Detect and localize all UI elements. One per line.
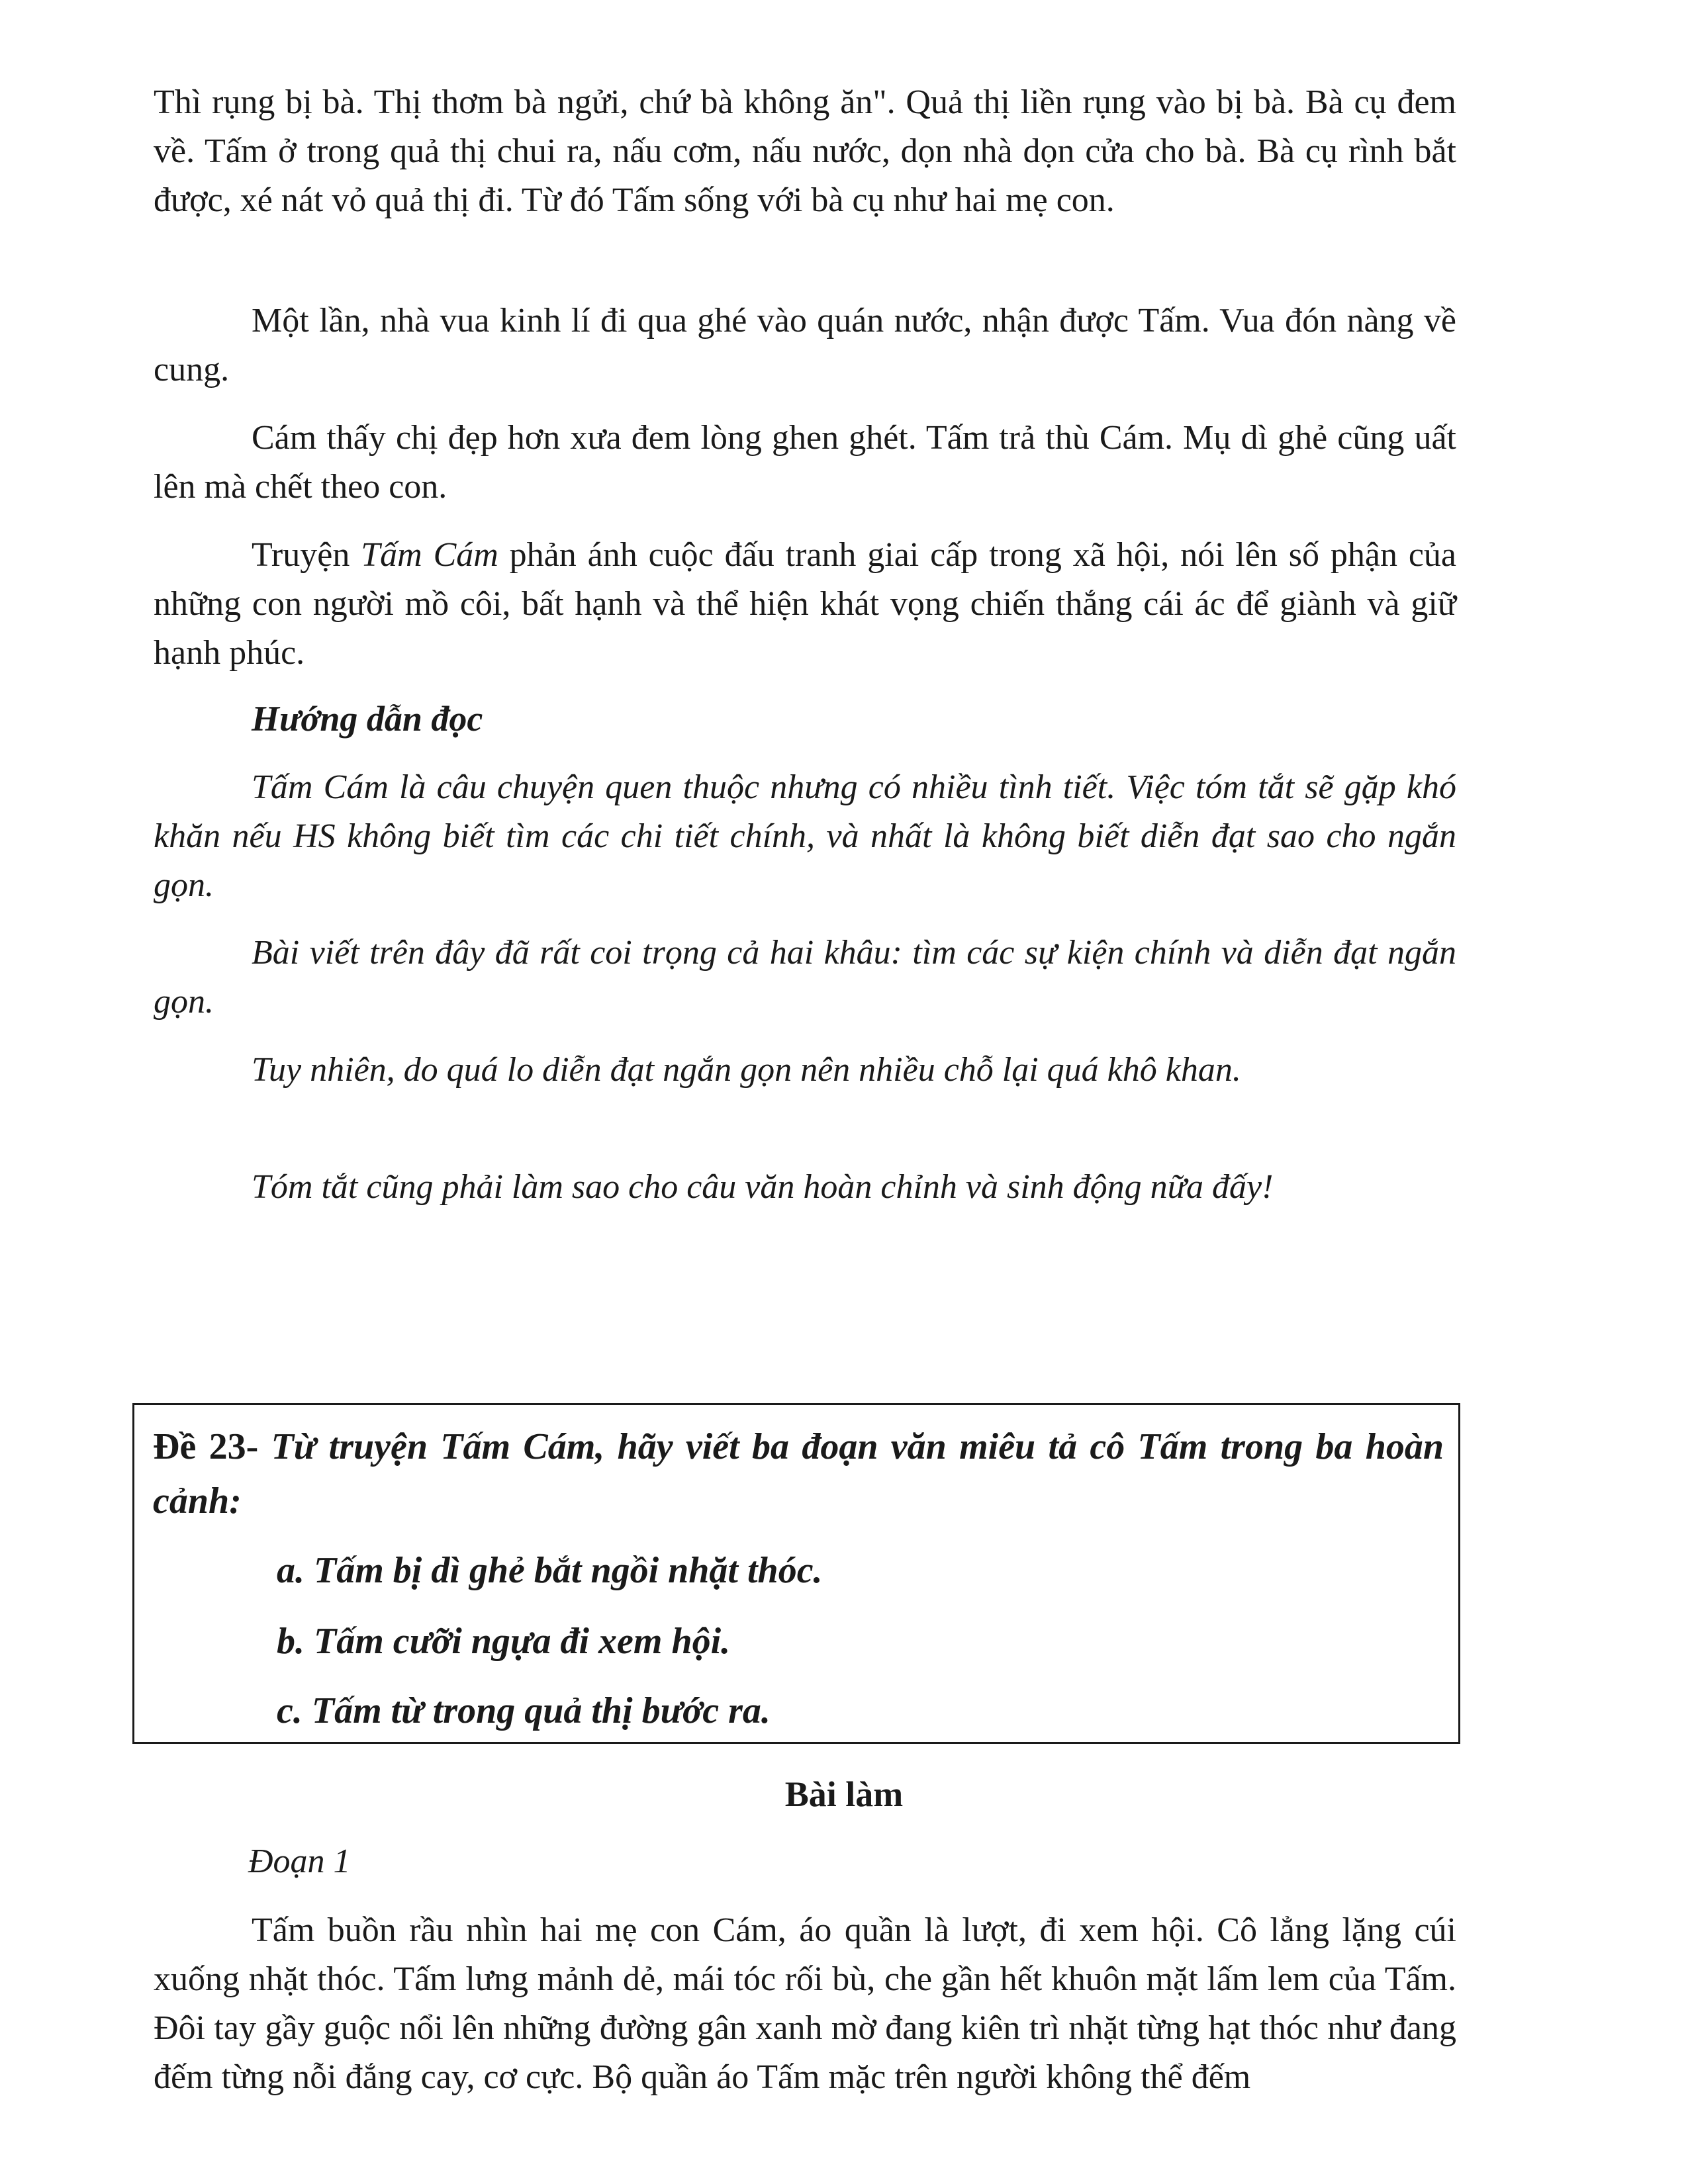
guide-paragraph-3: Tuy nhiên, do quá lo diễn đạt ngắn gọn nên nhiều chỗ lại quá khô khan.: [252, 1051, 1241, 1089]
exercise-item-b: b. Tấm cưỡi ngựa đi xem hội.: [277, 1621, 731, 1662]
story-paragraph-4-post: phản ánh cuộc đấu tranh giai cấp trong xã hội, nói lên số phận của những con người mồ côi, bất hạnh và thể hiện khát vọng chiến thắng cái ác để giành và giữ hạnh phúc.: [154, 536, 1457, 672]
story-paragraph-4-pre: Truyện: [252, 536, 361, 574]
answer-section-label: Đoạn 1: [248, 1843, 351, 1880]
story-paragraph-2: Một lần, nhà vua kinh lí đi qua ghé vào quán nước, nhận được Tấm. Vua đón nàng về cung.: [154, 302, 1456, 388]
answer-title: Bài làm: [784, 1774, 904, 1814]
exercise-title: [153, 1420, 1444, 1528]
exercise-item-c: c. Tấm từ trong quả thị bước ra.: [277, 1690, 771, 1731]
exercise-prompt: Từ truyện Tấm Cám, hãy viết ba đoạn văn miêu tả cô Tấm trong ba hoàn cảnh:: [153, 1426, 1444, 1522]
story-paragraph-1: Thì rụng bị bà. Thị thơm bà ngửi, chứ bà không ăn". Quả thị liền rụng vào bị bà. Bà cụ đem về. Tấm ở trong quả thị chui ra, nấu cơm, nấu nước, dọn nhà dọn cửa cho bà. Bà cụ rình bắt được, xé nát vỏ quả thị đi. Từ đó Tấm sống với bà cụ như hai mẹ con.: [154, 83, 1456, 219]
story-title-inline: Tấm Cám: [361, 536, 498, 574]
guide-paragraph-4: Tóm tắt cũng phải làm sao cho câu văn hoàn chỉnh và sinh động nữa đấy!: [252, 1168, 1274, 1206]
exercise-item-a: a. Tấm bị dì ghẻ bắt ngồi nhặt thóc.: [277, 1550, 823, 1591]
story-paragraph-3: Cám thấy chị đẹp hơn xưa đem lòng ghen ghét. Tấm trả thù Cám. Mụ dì ghẻ cũng uất lên mà chết theo con.: [154, 419, 1456, 506]
guide-heading: Hướng dẫn đọc: [252, 699, 483, 739]
story-paragraph-4: [154, 531, 1456, 678]
exercise-number: Đề 23-: [153, 1426, 259, 1467]
guide-paragraph-2: Bài viết trên đây đã rất coi trọng cả hai khâu: tìm các sự kiện chính và diễn đạt ngắn gọn.: [154, 934, 1456, 1021]
guide-paragraph-1: Tấm Cám là câu chuyện quen thuộc nhưng có nhiều tình tiết. Việc tóm tắt sẽ gặp khó khăn nếu HS không biết tìm các chi tiết chính, và nhất là không biết diễn đạt sao cho ngắn gọn.: [154, 768, 1456, 904]
answer-paragraph-1: Tấm buồn rầu nhìn hai mẹ con Cám, áo quần là lượt, đi xem hội. Cô lẳng lặng cúi xuống nhặt thóc. Tấm lưng mảnh dẻ, mái tóc rối bù, che gần hết khuôn mặt lấm lem của Tấm. Đôi tay gầy guộc nổi lên những đường gân xanh mờ đang kiên trì nhặt từng hạt thóc như đang đếm từng nỗi đắng cay, cơ cực. Bộ quần áo Tấm mặc trên người không thể đếm: [154, 1911, 1456, 2096]
exercise-box: [132, 1403, 1460, 1744]
